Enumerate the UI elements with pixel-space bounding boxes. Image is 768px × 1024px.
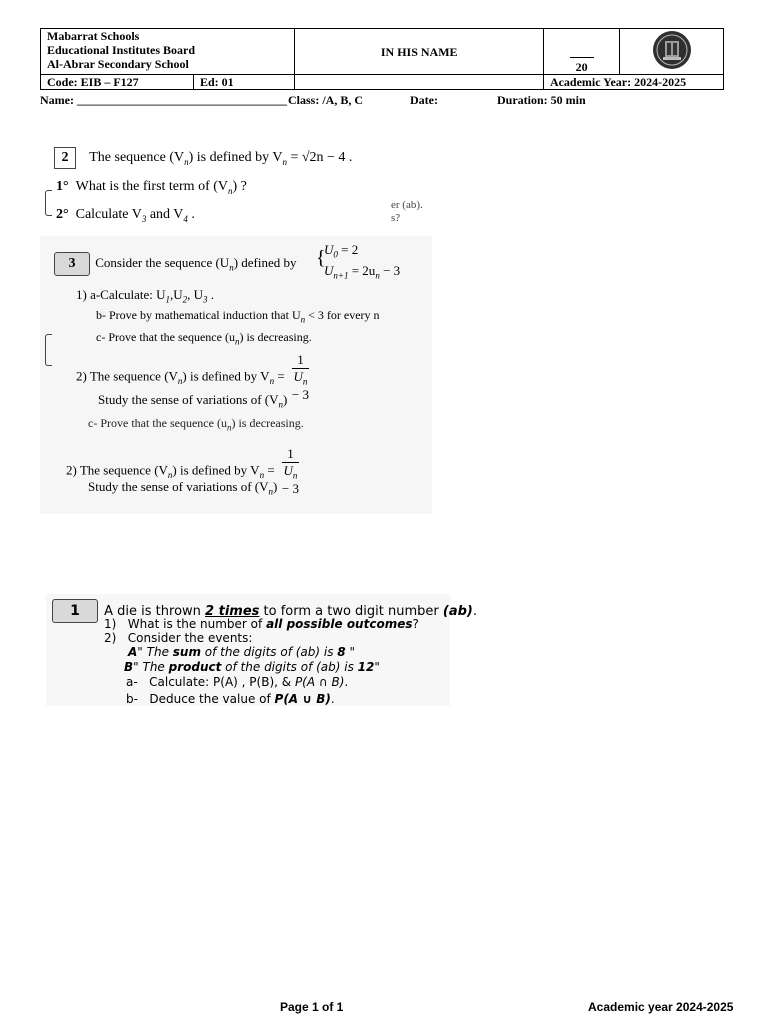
q2-sub-n2: n [282,156,287,167]
q1-b-end: . [330,692,335,706]
q3-dup-p2-sub2: n [259,469,265,480]
q3-p1b-sub: n [300,314,306,325]
q1-evB-e: 12 [357,660,375,674]
q1-evA-f: " [345,645,355,659]
q3-dup-study-sub: n [268,486,274,497]
q1-b-math: P(A ∪ B) [274,692,331,706]
q3-p2-sub2: n [269,375,275,386]
q3-dup-p2-eq: = [264,462,275,478]
q1-stem-b: 2 times [205,604,260,619]
q2-part2-end: . [187,207,195,222]
q2-part1-sub: n [228,185,233,196]
q3-p1a-mid2: , U [187,287,204,302]
q3-bracket [45,334,52,366]
q3-p1a-s1: 1 [165,294,171,305]
q3-study-sub: n [278,399,284,410]
q1-a-end: . [344,675,349,689]
q3-dup-study-text: Study the sense of variations of (V [88,479,269,494]
q3-dup-study [88,479,277,497]
q3-study-end: ) [283,392,288,407]
q3-sys1b: = 2 [337,242,359,257]
q3-p2: 2) The sequence (V [76,368,178,384]
q1-evA-a: A [128,645,138,659]
q2-fragment2: s? [391,212,401,224]
q2-stem-mid: ) is defined by V [188,150,283,165]
date-label: Date: [410,93,438,107]
q2-fragment1: er (ab). [391,199,423,211]
footer-year: Academic year 2024-2025 [588,1000,734,1014]
q1-line2 [104,631,252,645]
school-line2: Educational Institutes Board [47,43,196,57]
q1-stem-c: to form a two digit number [259,604,443,619]
q3-p1a-s2: 2 [182,294,188,305]
q3-dup-frac-den [282,462,299,497]
q3-dup-p2-mid: ) is defined by V [172,462,260,478]
q1-a-text: Calculate: P(A) , P(B), & [149,675,295,689]
q1-l1-c: ? [412,617,419,631]
q1-evB-d: of the digits of (ab) is [221,660,358,674]
q2-sub-n: n [184,156,189,167]
q1-line1 [104,617,419,631]
q2-stem [54,147,352,169]
center-title: IN HIS NAME [380,44,458,59]
q3-sys1: U [324,242,334,257]
q1-evB-c: product [168,660,222,674]
code-text: Code: EIB – F127 [41,75,194,89]
class-label: Class: /A, B, C [288,93,364,107]
q3-p1c: c- Prove that the sequence (u [96,330,235,344]
q3-dup-fraction [282,446,299,497]
q2-part1-num: 1° [56,179,69,194]
q3-sys2-sub: n+1 [333,270,349,281]
q3-p1b-end: < 3 for every n [305,308,380,322]
q3-p1a: 1) a-Calculate: U [76,287,166,302]
q1-evB-b: " The [133,660,169,674]
q1-l1-b: all possible outcomes [266,617,413,631]
q3-fraction [292,352,309,403]
q1-l2-text: Consider the events: [127,631,253,645]
q2-part2-sub4: 4 [183,213,188,224]
q1-evA-c: sum [172,645,201,659]
q3-frac-num: 1 [297,352,304,367]
q1-number-box: 1 [52,599,98,623]
q3-dup-frac-den-u: U [283,463,293,478]
q1-a-num: a- [126,675,138,689]
academic-year-cell [543,75,723,90]
q3-dup-p2: 2) The sequence (V [66,462,168,478]
q3-p2-mid: ) is defined by V [182,368,270,384]
q3-dup-study-end: ) [273,479,278,494]
grade-cell [543,29,619,75]
q3-sys2: U [324,263,334,278]
q3-dup-frac-num: 1 [287,446,294,461]
q3-p1a-mid1: ,U [170,287,183,302]
q3-dup-frac-den-sub: n [292,470,298,481]
q2-stem-pre: The sequence (V [89,150,185,165]
q3-sys2-subn: n [375,270,380,281]
logo-cell [620,29,724,75]
q1-stem-a: A die is thrown [104,604,206,619]
q1-evA-b: " The [137,645,173,659]
q2-stem-eq: = √2n − 4 . [286,150,353,165]
q3-part1c [96,330,312,346]
school-line1: Mabarrat Schools [47,29,140,43]
q1-l2-num: 2) [104,631,117,645]
q3-sys1-sub: 0 [333,249,338,260]
grade-line [570,57,594,58]
q1-l1-num: 1) [104,617,117,631]
q2-part2 [56,207,195,224]
q3-frac-den [292,368,309,403]
q3-system-brace: { [316,247,326,269]
q3-system-line1 [324,242,358,260]
school-line3: Al-Abrar Secondary School [47,57,189,71]
q2-bracket [45,190,52,216]
q3-p1a-s3: 3 [203,294,208,305]
duration-label: Duration: 50 min [497,93,586,107]
q3-p1c-end: ) is decreasing. [239,330,312,344]
q3-dup-frac-den-end: − 3 [281,480,299,496]
academic-year: Academic Year: 2024-2025 [549,75,687,89]
q3-p1b: b- Prove by mathematical induction that U [96,308,301,322]
q3-frac-den-u: U [293,369,303,384]
q2-part1 [56,179,247,196]
q3-part1b [96,308,380,324]
q3-study-text: Study the sense of variations of (V [98,392,279,407]
name-label: Name: ___________________________________ [40,93,287,107]
q1-evA-d: of the digits of (ab) is [200,645,338,659]
q1-l1-a: What is the number of [127,617,267,631]
q3-p2-eq: = [274,368,285,384]
q3-dup-c-end: ) is decreasing. [231,416,304,430]
title-cell [295,29,543,75]
q3-number-box: 3 [54,252,90,276]
q3-dup-p2-sub: n [167,469,173,480]
q3-system-line2 [324,263,400,281]
q1-a-math: P(A ∩ B) [294,675,345,689]
q3-stem-text: Consider the sequence (U [95,255,230,270]
q3-dup-part1c [88,416,304,432]
q1-evA-e: 8 [337,645,346,659]
q3-stem-end: ) defined by [233,255,297,270]
q3-frac-den-end: − 3 [291,386,309,402]
q1-evB-f: " [374,660,380,674]
q3-study [98,392,287,410]
q2-part2-num: 2° [56,207,69,222]
header-table [40,28,724,90]
q3-sys2c: − 3 [379,263,401,278]
q1-evB-a: B [124,660,134,674]
q1-stem-e: . [472,604,477,619]
q3-frac-den-sub: n [302,376,308,387]
q3-stem [54,252,297,276]
q1-stem-d: (ab) [442,604,473,619]
empty-cell [295,75,543,90]
q2-part2-mid: and V [146,207,184,222]
grade-out-of: 20 [575,60,588,74]
q3-dup-c-sub: n [226,422,232,433]
q3-dup-c: c- Prove that the sequence (u [88,416,227,430]
q2-number-box: 2 [54,147,76,169]
q2-part1-end: ) ? [232,179,247,194]
school-logo-icon [652,30,692,70]
q3-stem-sub: n [229,262,234,273]
code-row-cell [41,75,295,90]
ed-text: Ed: 01 [200,75,234,89]
q3-p2-sub: n [177,375,183,386]
q1-event-b [124,660,380,674]
q1-event-a [128,645,355,659]
q2-part1-text: What is the first term of (V [75,179,229,194]
q1-part-b [126,692,335,706]
q1-b-num: b- [126,692,138,706]
q2-part2-text: Calculate V [75,207,142,222]
q3-p1a-end: . [207,287,215,302]
footer-page: Page 1 of 1 [280,1000,344,1014]
q1-part-a [126,675,348,689]
q2-part2-sub3: 3 [141,213,147,224]
q3-part1a [76,287,214,305]
school-cell [41,29,295,75]
q3-p1c-sub: n [234,336,240,347]
q1-b-text: Deduce the value of [149,692,275,706]
q3-sys2b: = 2u [348,263,376,278]
